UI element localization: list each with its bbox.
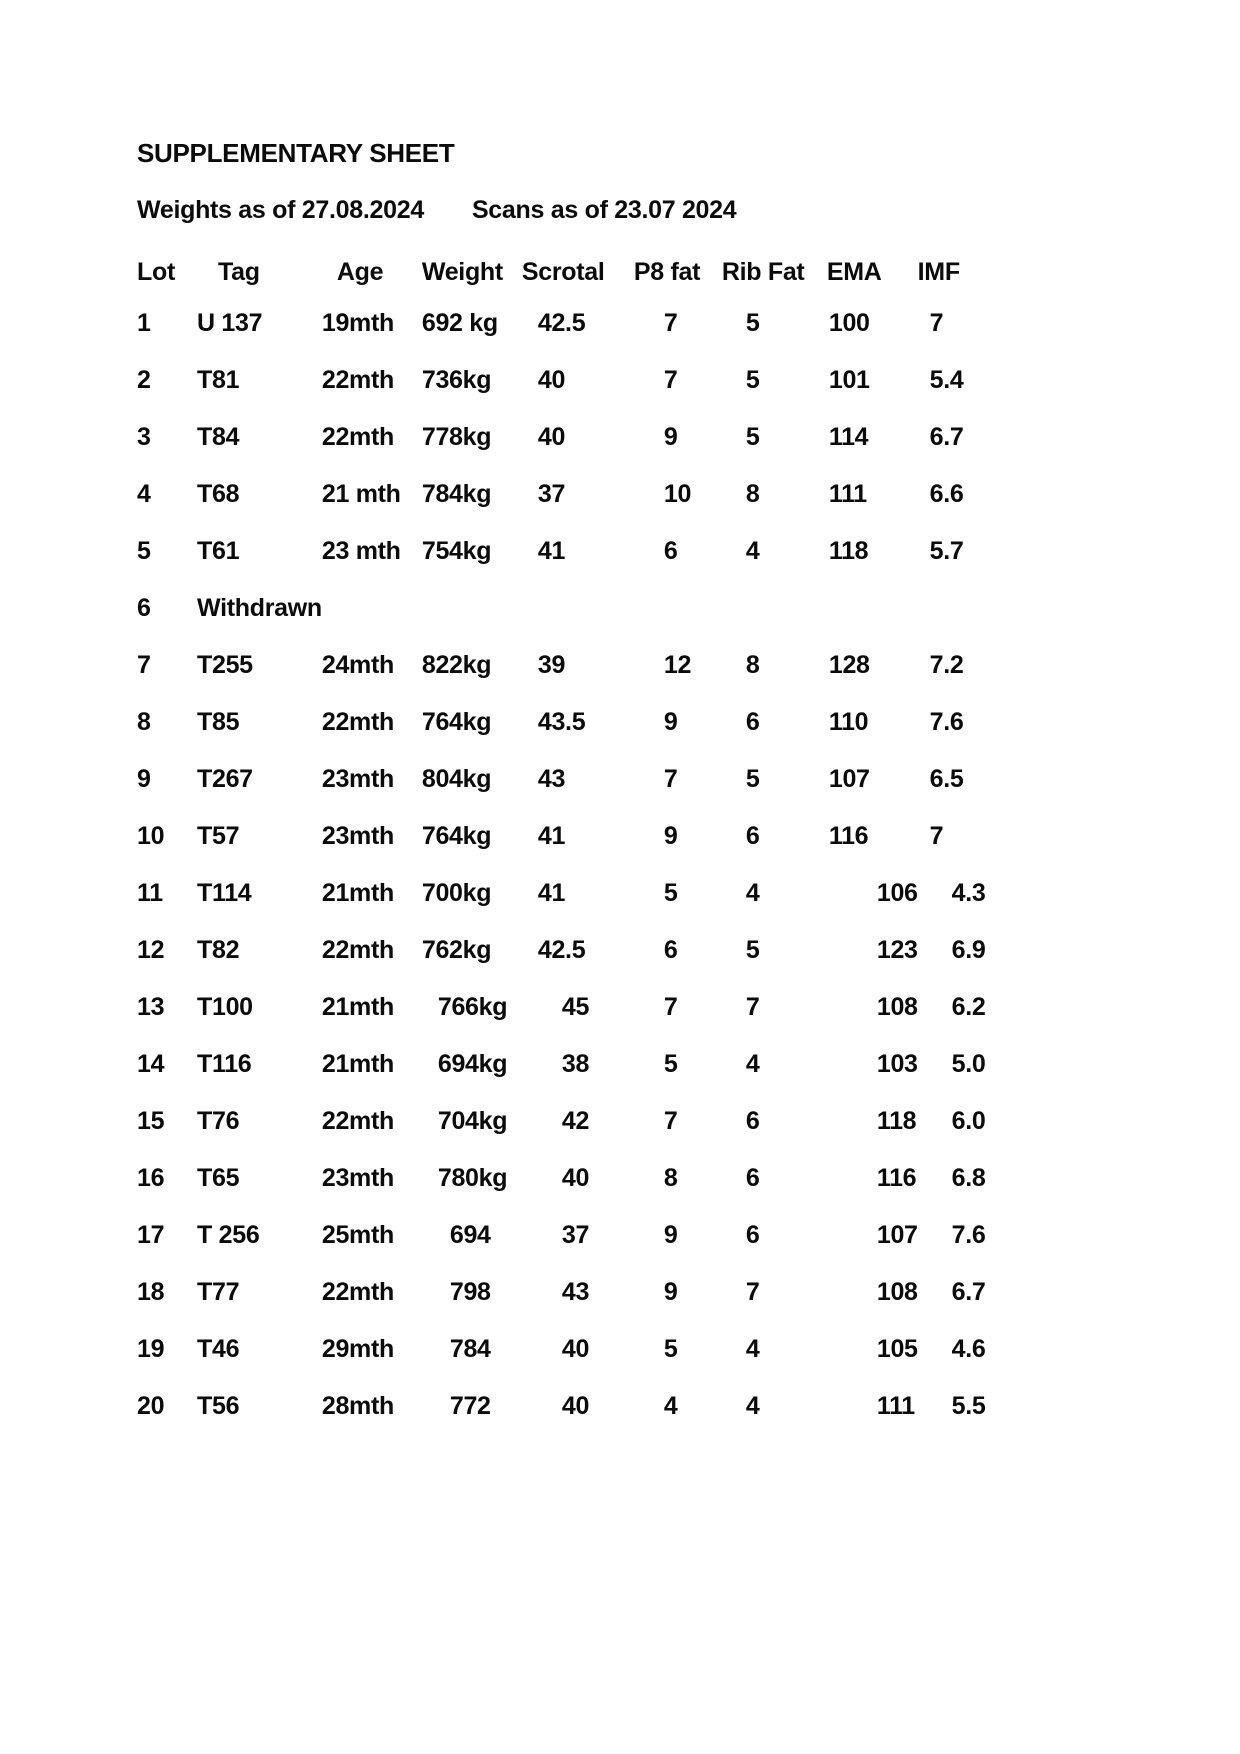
table-header-row <box>137 250 1008 295</box>
table-row <box>137 865 1008 922</box>
table-cell: 6 <box>745 1107 760 1135</box>
table-cell: 8 <box>663 1164 678 1192</box>
table-cell: 9 <box>137 765 151 793</box>
table-cell: 6.7 <box>929 423 964 451</box>
table-cell: 5 <box>663 1050 678 1078</box>
table-cell: 101 <box>828 366 870 394</box>
table-cell: 19mth <box>321 309 394 337</box>
table-cell: 23mth <box>321 765 394 793</box>
table-cell: 22mth <box>321 1278 394 1306</box>
table-cell: 123 <box>876 936 918 964</box>
table-row <box>137 1264 1008 1321</box>
table-cell: 7 <box>663 993 678 1021</box>
table-cell: 700kg <box>421 879 492 907</box>
table-cell: 5 <box>745 309 760 337</box>
column-header-p8-fat: P8 fat <box>633 258 701 286</box>
table-cell: 6 <box>745 708 760 736</box>
table-cell: 766kg <box>437 993 508 1021</box>
table-cell: T56 <box>197 1392 240 1420</box>
weights-as-of-note: Weights as of 27.08.2024 <box>137 196 424 224</box>
table-row <box>137 1207 1008 1264</box>
table-cell: 37 <box>561 1221 590 1249</box>
table-cell: 43 <box>537 765 566 793</box>
table-cell: 21mth <box>321 993 394 1021</box>
table-cell: 6.2 <box>951 993 986 1021</box>
table-cell: 764kg <box>421 708 492 736</box>
table-cell: 5 <box>745 765 760 793</box>
table-cell: 24mth <box>321 651 394 679</box>
column-header-ema: EMA <box>826 258 882 286</box>
table-cell: 9 <box>663 1221 678 1249</box>
table-cell: 762kg <box>421 936 492 964</box>
table-cell: 6 <box>663 537 678 565</box>
table-cell: 21 mth <box>321 480 401 508</box>
table-cell: 42 <box>561 1107 590 1135</box>
table-cell: 106 <box>876 879 918 907</box>
table-cell: 103 <box>876 1050 918 1078</box>
table-cell: 17 <box>137 1221 165 1249</box>
table-cell: 704kg <box>437 1107 508 1135</box>
table-cell: 107 <box>876 1221 918 1249</box>
table-cell: 19 <box>137 1335 165 1363</box>
table-row <box>137 523 1008 580</box>
table-cell: 4 <box>745 1050 760 1078</box>
table-cell: 2 <box>137 366 151 394</box>
table-cell: 692 kg <box>421 309 498 337</box>
table-row <box>137 694 1008 751</box>
table-cell: T84 <box>197 423 240 451</box>
table-row <box>137 295 1008 352</box>
column-header-scrotal: Scrotal <box>521 258 605 286</box>
table-cell: 7 <box>745 1278 760 1306</box>
table-cell: 4 <box>663 1392 678 1420</box>
table-cell: 45 <box>561 993 590 1021</box>
table-cell: 41 <box>537 879 566 907</box>
table-cell: 6.6 <box>929 480 964 508</box>
table-cell: 5 <box>745 366 760 394</box>
page-title: SUPPLEMENTARY SHEET <box>137 138 455 168</box>
table-cell: 4 <box>137 480 151 508</box>
table-cell: 23 mth <box>321 537 401 565</box>
table-cell: 40 <box>537 366 566 394</box>
table-cell: 754kg <box>421 537 492 565</box>
table-cell <box>422 580 522 637</box>
table-cell: 38 <box>561 1050 590 1078</box>
table-cell: T255 <box>197 651 253 679</box>
table-cell <box>722 580 827 637</box>
table-cell: 118 <box>828 537 869 565</box>
table-cell: 5.5 <box>951 1392 986 1420</box>
table-cell: 43 <box>561 1278 590 1306</box>
table-cell: 40 <box>537 423 566 451</box>
column-header-weight: Weight <box>421 258 503 286</box>
table-cell: 7 <box>663 309 678 337</box>
table-cell: T100 <box>197 993 253 1021</box>
table-cell: 1 <box>137 309 151 337</box>
table-row <box>137 352 1008 409</box>
table-cell: 22mth <box>321 423 394 451</box>
table-row <box>137 1150 1008 1207</box>
table-cell: 118 <box>876 1107 917 1135</box>
table-cell: 5.7 <box>929 537 964 565</box>
table-cell: 37 <box>537 480 566 508</box>
table-cell: T81 <box>197 366 240 394</box>
table-cell: 7 <box>745 993 760 1021</box>
table-row <box>137 1093 1008 1150</box>
table-cell: 5 <box>745 936 760 964</box>
table-cell: 12 <box>137 936 165 964</box>
table-cell: 6.0 <box>951 1107 986 1135</box>
table-cell: 7 <box>929 309 944 337</box>
table-cell: 9 <box>663 822 678 850</box>
table-cell: 5 <box>663 1335 678 1363</box>
table-cell: 11 <box>137 879 163 907</box>
table-cell: 6 <box>663 936 678 964</box>
table-cell: 42.5 <box>537 936 586 964</box>
table-cell: 13 <box>137 993 165 1021</box>
table-cell: 16 <box>137 1164 165 1192</box>
table-cell: 14 <box>137 1050 165 1078</box>
table-row <box>137 409 1008 466</box>
column-header-lot: Lot <box>137 258 175 286</box>
table-cell: 25mth <box>321 1221 394 1249</box>
table-cell: 5 <box>137 537 151 565</box>
table-cell: 40 <box>561 1164 590 1192</box>
table-cell: 772 <box>449 1392 491 1420</box>
table-cell: 7 <box>663 1107 678 1135</box>
table-cell: 41 <box>537 822 566 850</box>
table-cell: 114 <box>828 423 869 451</box>
table-cell: 105 <box>876 1335 918 1363</box>
table-row <box>137 637 1008 694</box>
table-cell: T65 <box>197 1164 240 1192</box>
table-cell: 6 <box>745 1221 760 1249</box>
table-cell: 12 <box>663 651 692 679</box>
table-cell: 28mth <box>321 1392 394 1420</box>
table-cell: 7 <box>663 366 678 394</box>
table-cell <box>918 580 1008 637</box>
scans-as-of-note: Scans as of 23.07 2024 <box>471 196 737 224</box>
table-cell <box>634 580 722 637</box>
column-header-tag: Tag <box>218 258 260 286</box>
table-row <box>137 1378 1008 1435</box>
table-cell: 18 <box>137 1278 165 1306</box>
table-cell: 10 <box>137 822 165 850</box>
table-row <box>137 466 1008 523</box>
table-cell: T267 <box>197 765 253 793</box>
table-cell: 6.7 <box>951 1278 986 1306</box>
table-cell: 6 <box>137 594 151 622</box>
table-cell: T116 <box>197 1050 252 1078</box>
table-cell: 108 <box>876 1278 918 1306</box>
table-cell: 7 <box>663 765 678 793</box>
table-cell: 21mth <box>321 1050 394 1078</box>
table-cell: 39 <box>537 651 566 679</box>
table-cell: T61 <box>197 537 240 565</box>
table-cell: 9 <box>663 1278 678 1306</box>
table-cell: 4.6 <box>951 1335 986 1363</box>
table-cell: 22mth <box>321 936 394 964</box>
table-cell: 4 <box>745 1335 760 1363</box>
table-row <box>137 1321 1008 1378</box>
table-cell: 7.2 <box>929 651 964 679</box>
table-cell: 9 <box>663 708 678 736</box>
table-cell <box>322 580 422 637</box>
table-cell: 6.5 <box>929 765 964 793</box>
table-cell: 4 <box>745 537 760 565</box>
table-cell: 5 <box>663 879 678 907</box>
table-cell: 804kg <box>421 765 492 793</box>
table-cell: 736kg <box>421 366 492 394</box>
table-row <box>137 979 1008 1036</box>
table-cell: 7 <box>137 651 151 679</box>
table-cell: 116 <box>828 822 869 850</box>
table-cell: 9 <box>663 423 678 451</box>
table-cell: 20 <box>137 1392 165 1420</box>
table-cell: 8 <box>137 708 151 736</box>
table-cell: 40 <box>561 1335 590 1363</box>
table-cell: 7.6 <box>929 708 964 736</box>
table-cell: U 137 <box>197 309 263 337</box>
table-cell: Withdrawn <box>197 594 322 622</box>
table-cell: 22mth <box>321 1107 394 1135</box>
table-cell: 4 <box>745 879 760 907</box>
table-cell: 3 <box>137 423 151 451</box>
table-cell: 8 <box>745 480 760 508</box>
table-cell: 7 <box>929 822 944 850</box>
table-cell: 694kg <box>437 1050 508 1078</box>
table-cell: 6 <box>745 1164 760 1192</box>
table-cell <box>522 580 634 637</box>
table-cell: 23mth <box>321 1164 394 1192</box>
table-cell: 128 <box>828 651 870 679</box>
table-cell: 7.6 <box>951 1221 986 1249</box>
table-cell: 6.8 <box>951 1164 986 1192</box>
table-cell: T 256 <box>197 1221 260 1249</box>
table-cell: 21mth <box>321 879 394 907</box>
date-notes <box>137 195 1240 225</box>
table-cell: T68 <box>197 480 240 508</box>
table-cell: T76 <box>197 1107 240 1135</box>
table-cell: 6.9 <box>951 936 986 964</box>
table-cell: 42.5 <box>537 309 586 337</box>
table-cell: 40 <box>561 1392 590 1420</box>
table-cell: 764kg <box>421 822 492 850</box>
table-cell <box>827 580 918 637</box>
table-cell: T114 <box>197 879 252 907</box>
table-cell: T57 <box>197 822 240 850</box>
table-cell: T82 <box>197 936 240 964</box>
table-row <box>137 922 1008 979</box>
table-cell: 10 <box>663 480 692 508</box>
table-cell: 29mth <box>321 1335 394 1363</box>
table-cell: 8 <box>745 651 760 679</box>
table-cell: 694 <box>449 1221 491 1249</box>
table-cell: 5 <box>745 423 760 451</box>
table-cell: 778kg <box>421 423 492 451</box>
table-cell: 22mth <box>321 366 394 394</box>
column-header-age: Age <box>336 258 384 286</box>
table-cell: 108 <box>876 993 918 1021</box>
table-row <box>137 808 1008 865</box>
table-cell: 41 <box>537 537 566 565</box>
table-cell: 784kg <box>421 480 492 508</box>
table-cell: 116 <box>876 1164 917 1192</box>
table-cell: 15 <box>137 1107 165 1135</box>
table-cell: T46 <box>197 1335 240 1363</box>
table-cell: 110 <box>828 708 869 736</box>
table-cell: T85 <box>197 708 240 736</box>
table-cell: 5.4 <box>929 366 964 394</box>
table-cell: 4.3 <box>951 879 986 907</box>
column-header-rib-fat: Rib Fat <box>721 258 805 286</box>
table-cell: 100 <box>828 309 870 337</box>
table-row <box>137 580 1008 637</box>
table-cell: 780kg <box>437 1164 508 1192</box>
table-row <box>137 1036 1008 1093</box>
table-cell: 784 <box>449 1335 491 1363</box>
column-header-imf: IMF <box>917 258 960 286</box>
table-cell: 822kg <box>421 651 492 679</box>
table-cell: 22mth <box>321 708 394 736</box>
table-cell: 107 <box>828 765 870 793</box>
table-cell: 43.5 <box>537 708 586 736</box>
table-cell: 798 <box>449 1278 491 1306</box>
table-cell: 111 <box>876 1392 915 1420</box>
table-cell: 111 <box>828 480 867 508</box>
table-cell: 23mth <box>321 822 394 850</box>
table-cell: T77 <box>197 1278 240 1306</box>
table-cell: 6 <box>745 822 760 850</box>
table-cell: 4 <box>745 1392 760 1420</box>
lot-data-table <box>137 250 1008 1435</box>
table-row <box>137 751 1008 808</box>
table-cell: 5.0 <box>951 1050 986 1078</box>
